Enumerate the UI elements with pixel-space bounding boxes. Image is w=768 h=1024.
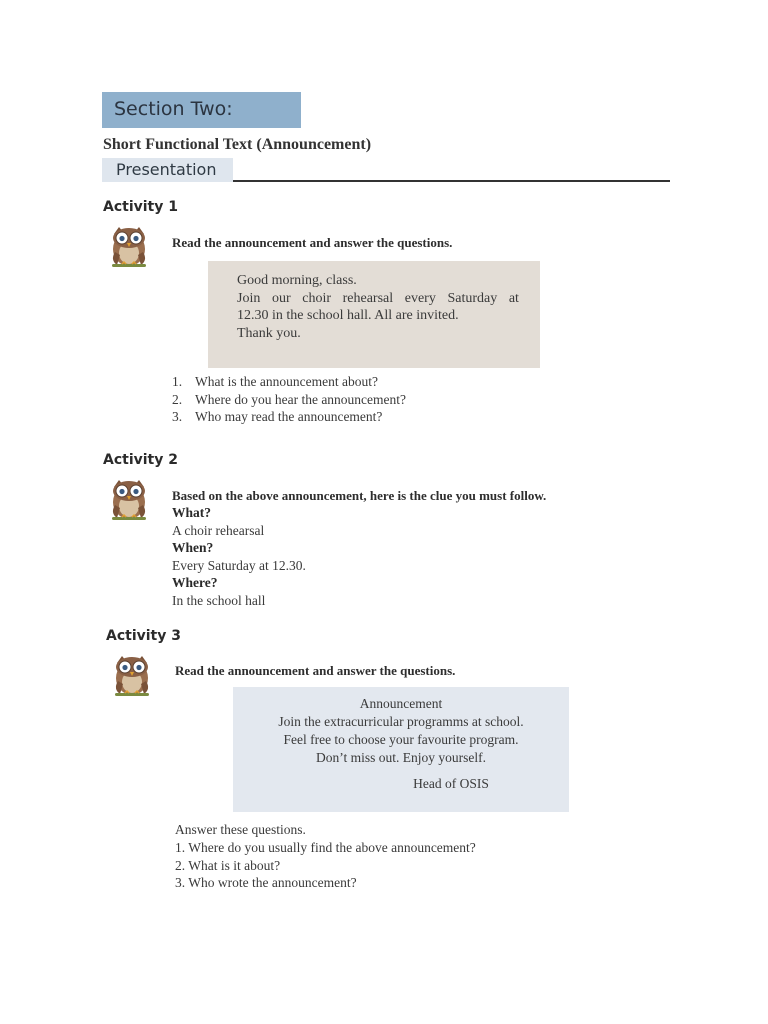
announcement-2-signature: Head of OSIS xyxy=(413,776,489,791)
announcement-1-line: Good morning, class. xyxy=(237,273,357,288)
word: Join xyxy=(237,290,261,306)
list-item: 3. Who wrote the announcement? xyxy=(175,875,357,891)
question-text: Where do you hear the announcement? xyxy=(195,391,407,407)
announcement-2-title: Announcement xyxy=(359,696,443,711)
clue-label: Where? xyxy=(172,575,218,591)
announcement-2-line: Don’t miss out. Enjoy yourself. xyxy=(316,750,486,765)
answer-intro: Answer these questions. xyxy=(175,822,306,837)
owl-icon xyxy=(106,475,152,521)
activity-1-heading: Activity 1 xyxy=(103,199,178,215)
clue-value: A choir rehearsal xyxy=(172,522,265,538)
clue-value: Every Saturday at 12.30. xyxy=(172,557,306,573)
list-item xyxy=(172,408,406,426)
announcement-2-line: Feel free to choose your favourite program. xyxy=(283,732,519,747)
list-item: 1. Where do you usually find the above announcement? xyxy=(175,839,476,855)
presentation-label: Presentation xyxy=(116,160,217,179)
section-subtitle: Short Functional Text (Announcement) xyxy=(103,136,372,153)
presentation-rule xyxy=(233,180,670,182)
word: Saturday xyxy=(447,290,498,306)
activity-2-instruction: Based on the above announcement, here is the clue you must follow. xyxy=(172,488,547,503)
clue-label: When? xyxy=(172,540,214,556)
word: every xyxy=(404,290,436,306)
activity-1-question-list xyxy=(172,373,406,426)
question-number: 3. xyxy=(172,409,183,424)
activity-3-instruction: Read the announcement and answer the questions. xyxy=(175,663,456,678)
question-text: Who may read the announcement? xyxy=(195,409,383,424)
clue-value: In the school hall xyxy=(172,592,266,608)
section-title: Section Two: xyxy=(114,98,233,120)
announcement-1-line: 12.30 in the school hall. All are invited. xyxy=(237,308,459,323)
question-text: What is the announcement about? xyxy=(195,374,378,389)
activity-3-heading: Activity 3 xyxy=(106,628,181,644)
announcement-1-line xyxy=(237,290,519,308)
word: our xyxy=(271,290,291,306)
activity-2-clue xyxy=(172,504,306,610)
question-number: 2. xyxy=(172,391,183,407)
word: at xyxy=(508,290,519,306)
owl-icon xyxy=(109,651,155,697)
activity-3-questions xyxy=(175,821,476,892)
question-number: 1. xyxy=(172,374,183,389)
owl-icon xyxy=(106,222,152,268)
word: choir xyxy=(302,290,331,306)
list-item xyxy=(172,373,406,391)
list-item: 2. What is it about? xyxy=(175,857,281,873)
announcement-2-box xyxy=(233,687,569,812)
announcement-1-line: Thank you. xyxy=(237,325,301,341)
activity-2-heading: Activity 2 xyxy=(103,452,178,468)
announcement-1-box xyxy=(208,261,540,368)
announcement-2-line: Join the extracurricular programms at school. xyxy=(278,714,524,729)
clue-label: What? xyxy=(172,505,212,520)
word: rehearsal xyxy=(342,290,394,306)
activity-1-instruction: Read the announcement and answer the questions. xyxy=(172,235,453,250)
list-item xyxy=(172,391,406,409)
